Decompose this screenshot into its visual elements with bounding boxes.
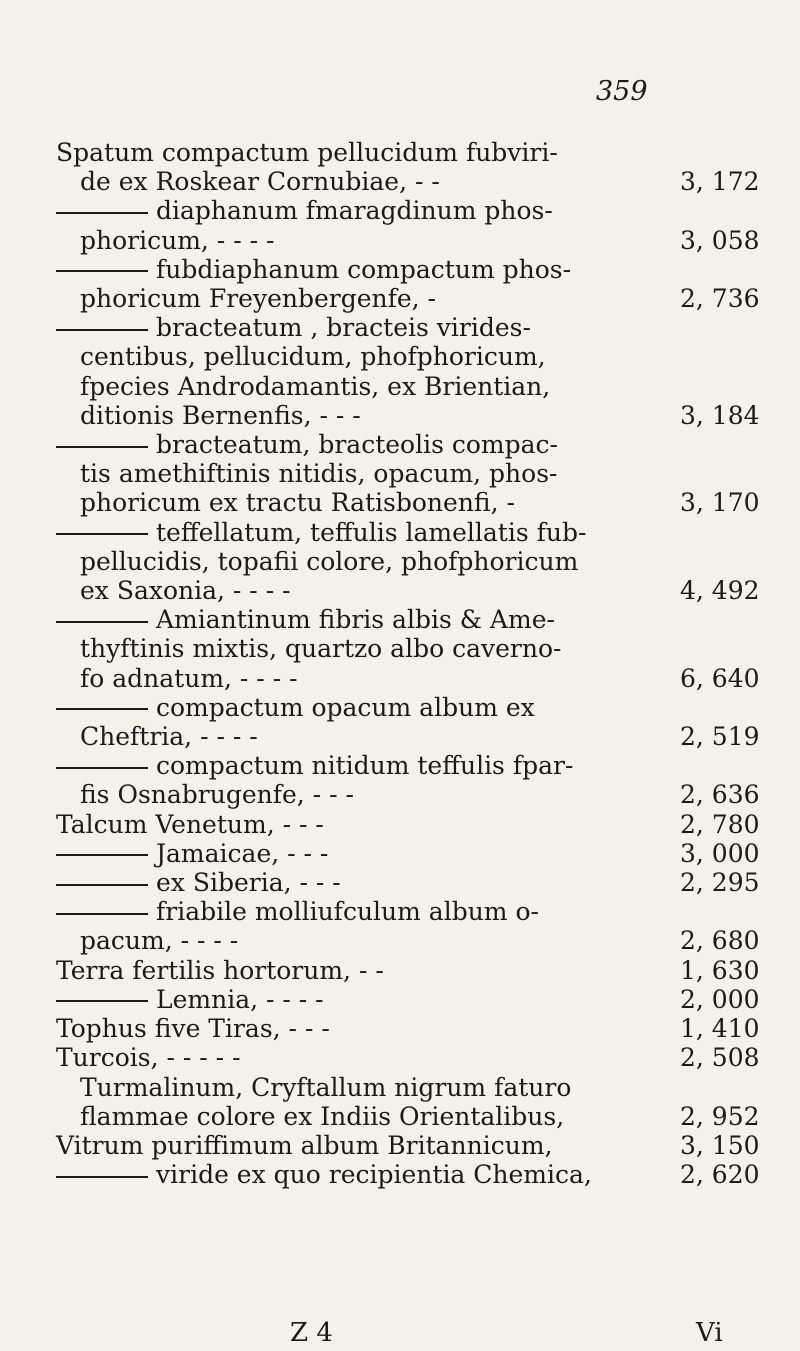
entry-line [56, 518, 776, 547]
entry-text: ditionis Bernenfis, - - - [80, 400, 361, 430]
gravity-value: 2, 636 [680, 780, 760, 810]
entry-text: bracteatum, bracteolis compac- [156, 430, 558, 460]
entry-line [56, 693, 776, 722]
table-row [56, 897, 776, 955]
entry-text: Cheftria, - - - - [80, 722, 258, 752]
entry-line [56, 401, 776, 430]
entry-text: Talcum Venetum, - - - [56, 809, 324, 839]
entry-line [56, 459, 776, 488]
entry-text: centibus, pellucidum, phofphoricum, [80, 342, 546, 372]
gravity-value: 1, 630 [680, 955, 760, 985]
table-row [56, 810, 776, 839]
table-row [56, 1131, 776, 1160]
entry-line [56, 810, 776, 839]
signature-mark: Z 4 [290, 1318, 333, 1348]
entry-line [56, 138, 776, 167]
entry-line [56, 488, 776, 517]
gravity-value: 3, 058 [680, 225, 760, 255]
table-row [56, 1043, 776, 1072]
table-row [56, 693, 776, 751]
entry-text: pellucidis, topafii colore, phofphoricum [80, 546, 579, 576]
table-row [56, 1073, 776, 1131]
table-row [56, 985, 776, 1014]
entry-text: Turcois, - - - - - [56, 1043, 241, 1073]
entry-text: Terra fertilis hortorum, - - [56, 955, 384, 985]
table-row [56, 255, 776, 313]
entry-line [56, 1102, 776, 1131]
entry-line [56, 1043, 776, 1072]
gravity-value: 2, 620 [680, 1160, 760, 1190]
table-row [56, 313, 776, 430]
gravity-value: 2, 952 [680, 1101, 760, 1131]
entry-text: fis Osnabrugenfe, - - - [80, 780, 354, 810]
entry-line [56, 985, 776, 1014]
ditto-dash [56, 913, 148, 915]
ditto-dash [56, 212, 148, 214]
entry-list [56, 138, 776, 1189]
entry-text: fpecies Androdamantis, ex Brientian, [80, 371, 551, 401]
table-row [56, 196, 776, 254]
table-row [56, 1160, 776, 1189]
entry-text: phoricum Freyenbergenfe, - [80, 284, 437, 314]
entry-line [56, 868, 776, 897]
table-row [56, 956, 776, 985]
entry-line [56, 605, 776, 634]
entry-text: Lemnia, - - - - [156, 984, 324, 1014]
entry-line [56, 780, 776, 809]
table-row [56, 605, 776, 693]
entry-text: phoricum, - - - - [80, 225, 275, 255]
catchword: Vi [696, 1318, 723, 1348]
gravity-value: 3, 170 [680, 488, 760, 518]
entry-line [56, 956, 776, 985]
entry-line [56, 226, 776, 255]
entry-text: thyftinis mixtis, quartzo albo caverno- [80, 634, 562, 664]
gravity-value: 2, 680 [680, 926, 760, 956]
gravity-value: 3, 172 [680, 167, 760, 197]
gravity-value: 2, 508 [680, 1043, 760, 1073]
entry-text: phoricum ex tractu Ratisbonenfi, - [80, 488, 515, 518]
ditto-dash [56, 533, 148, 535]
gravity-value: 6, 640 [680, 663, 760, 693]
gravity-value: 2, 295 [680, 868, 760, 898]
entry-line [56, 372, 776, 401]
entry-text: pacum, - - - - [80, 926, 239, 956]
entry-text: Turmalinum, Cryftallum nigrum faturo [80, 1072, 572, 1102]
entry-text: Tophus five Tiras, - - - [56, 1014, 330, 1044]
entry-line [56, 196, 776, 225]
ditto-dash [56, 884, 148, 886]
entry-text: Spatum compactum pellucidum fubviri- [56, 138, 558, 167]
entry-text: tis amethiftinis nitidis, opacum, phos- [80, 459, 558, 489]
entry-text: compactum nitidum teffulis fpar- [156, 751, 574, 781]
gravity-value: 2, 780 [680, 809, 760, 839]
ditto-dash [56, 270, 148, 272]
entry-line [56, 342, 776, 371]
table-row [56, 868, 776, 897]
entry-text: ex Saxonia, - - - - [80, 576, 291, 606]
entry-line [56, 576, 776, 605]
entry-text: diaphanum fmaragdinum phos- [156, 196, 553, 226]
entry-line [56, 664, 776, 693]
entry-text: fubdiaphanum compactum phos- [156, 254, 572, 284]
ditto-dash [56, 621, 148, 623]
page-number: 359 [596, 76, 648, 107]
table-row [56, 751, 776, 809]
ditto-dash [56, 854, 148, 856]
ditto-dash [56, 446, 148, 448]
ditto-dash [56, 1000, 148, 1002]
entry-text: ex Siberia, - - - [156, 868, 341, 898]
ditto-dash [56, 708, 148, 710]
entry-line [56, 634, 776, 663]
entry-line [56, 751, 776, 780]
entry-line [56, 1131, 776, 1160]
ditto-dash [56, 329, 148, 331]
entry-text: Amiantinum fibris albis & Ame- [156, 605, 555, 635]
table-row [56, 1014, 776, 1043]
gravity-value: 3, 000 [680, 838, 760, 868]
entry-text: friabile molliufculum album o- [156, 897, 539, 927]
entry-line [56, 167, 776, 196]
entry-text: fo adnatum, - - - - [80, 663, 298, 693]
entry-line [56, 430, 776, 459]
entry-text: Jamaicae, - - - [156, 838, 329, 868]
gravity-value: 3, 184 [680, 400, 760, 430]
entry-line [56, 897, 776, 926]
table-row [56, 430, 776, 518]
table-row [56, 839, 776, 868]
entry-text: bracteatum , bracteis virides- [156, 313, 531, 343]
entry-line [56, 839, 776, 868]
entry-text: Vitrum puriffimum album Britannicum, [56, 1130, 553, 1160]
ditto-dash [56, 1176, 148, 1178]
entry-text: de ex Roskear Cornubiae, - - [80, 167, 440, 197]
gravity-value: 3, 150 [680, 1130, 760, 1160]
entry-line [56, 1014, 776, 1043]
entry-line [56, 313, 776, 342]
entry-text: compactum opacum album ex [156, 692, 535, 722]
entry-line [56, 722, 776, 751]
entry-line [56, 1160, 776, 1189]
entry-text: flammae colore ex Indiis Orientalibus, [80, 1101, 565, 1131]
gravity-value: 2, 000 [680, 984, 760, 1014]
table-row [56, 138, 776, 196]
ditto-dash [56, 767, 148, 769]
entry-line [56, 926, 776, 955]
entry-line [56, 547, 776, 576]
table-row [56, 518, 776, 606]
gravity-value: 2, 736 [680, 284, 760, 314]
entry-line [56, 255, 776, 284]
entry-line [56, 284, 776, 313]
gravity-value: 2, 519 [680, 722, 760, 752]
entry-line [56, 1073, 776, 1102]
entry-text: teffellatum, teffulis lamellatis fub- [156, 517, 587, 547]
gravity-value: 1, 410 [680, 1014, 760, 1044]
gravity-value: 4, 492 [680, 576, 760, 606]
entry-text: viride ex quo recipientia Chemica, [156, 1160, 592, 1190]
